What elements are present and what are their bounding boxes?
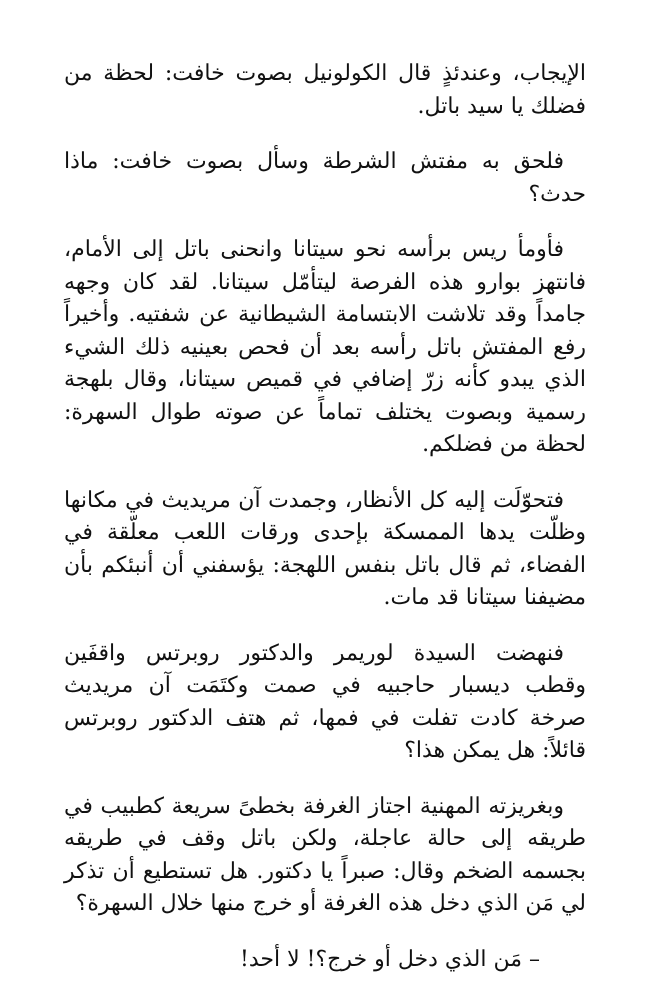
book-page bbox=[64, 58, 586, 976]
paragraph-2: فلحق به مفتش الشرطة وسأل بصوت خافت: ماذا حدث؟ bbox=[64, 149, 586, 207]
paragraph-6: وبغريزته المهنية اجتاز الغرفة بخطىً سريعة كطبيب في طريقه إلى حالة عاجلة، ولكن باتل وقف في طريقه بجسمه الضخم وقال: صبراً يا دكتور. هل تستطيع أن تذكر لي مَن الذي دخل هذه الغرفة أو خرج منها خلال السهرة؟ bbox=[64, 793, 586, 916]
paragraph-5: فنهضت السيدة لوريمر والدكتور روبرتس واقفَين وقطب ديسبار حاجبيه في صمت وكتَمَت آن مريديث صرخة كادت تفلت في فمها، ثم هتف الدكتور روبرتس قائلاً: هل يمكن هذا؟ bbox=[64, 640, 586, 763]
paragraph-3: فأومأ ريس برأسه نحو سيتانا وانحنى باتل إلى الأمام، فانتهز بوارو هذه الفرصة ليتأمّل سيتانا. لقد كان وجهه جامداً وقد تلاشت الابتسامة الشيطانية عن شفتيه. وأخيراً رفع المفتش باتل رأسه بعد أن فحص بعينيه ذلك الشيء الذي يبدو كأنه زرّ إضافي في قميص سيتانا، وقال بلهجة رسمية وبصوت يختلف تماماً عن صوته طوال السهرة: لحظة من فضلكم. bbox=[64, 237, 586, 457]
paragraph-1: الإيجاب، وعندئذٍ قال الكولونيل بصوت خافت: لحظة من فضلك يا سيد باتل. bbox=[64, 61, 586, 119]
paragraph-4: فتحوّلَت إليه كل الأنظار، وجمدت آن مريديث في مكانها وظلّت يدها الممسكة بإحدى ورقات اللعب معلّقة في الفضاء، ثم قال باتل بنفس اللهجة: يؤسفني أن أنبئكم بأن مضيفنا سيتانا قد مات. bbox=[64, 487, 586, 610]
paragraph-7-dialogue: – مَن الذي دخل أو خرج؟! لا أحد! bbox=[240, 946, 540, 972]
